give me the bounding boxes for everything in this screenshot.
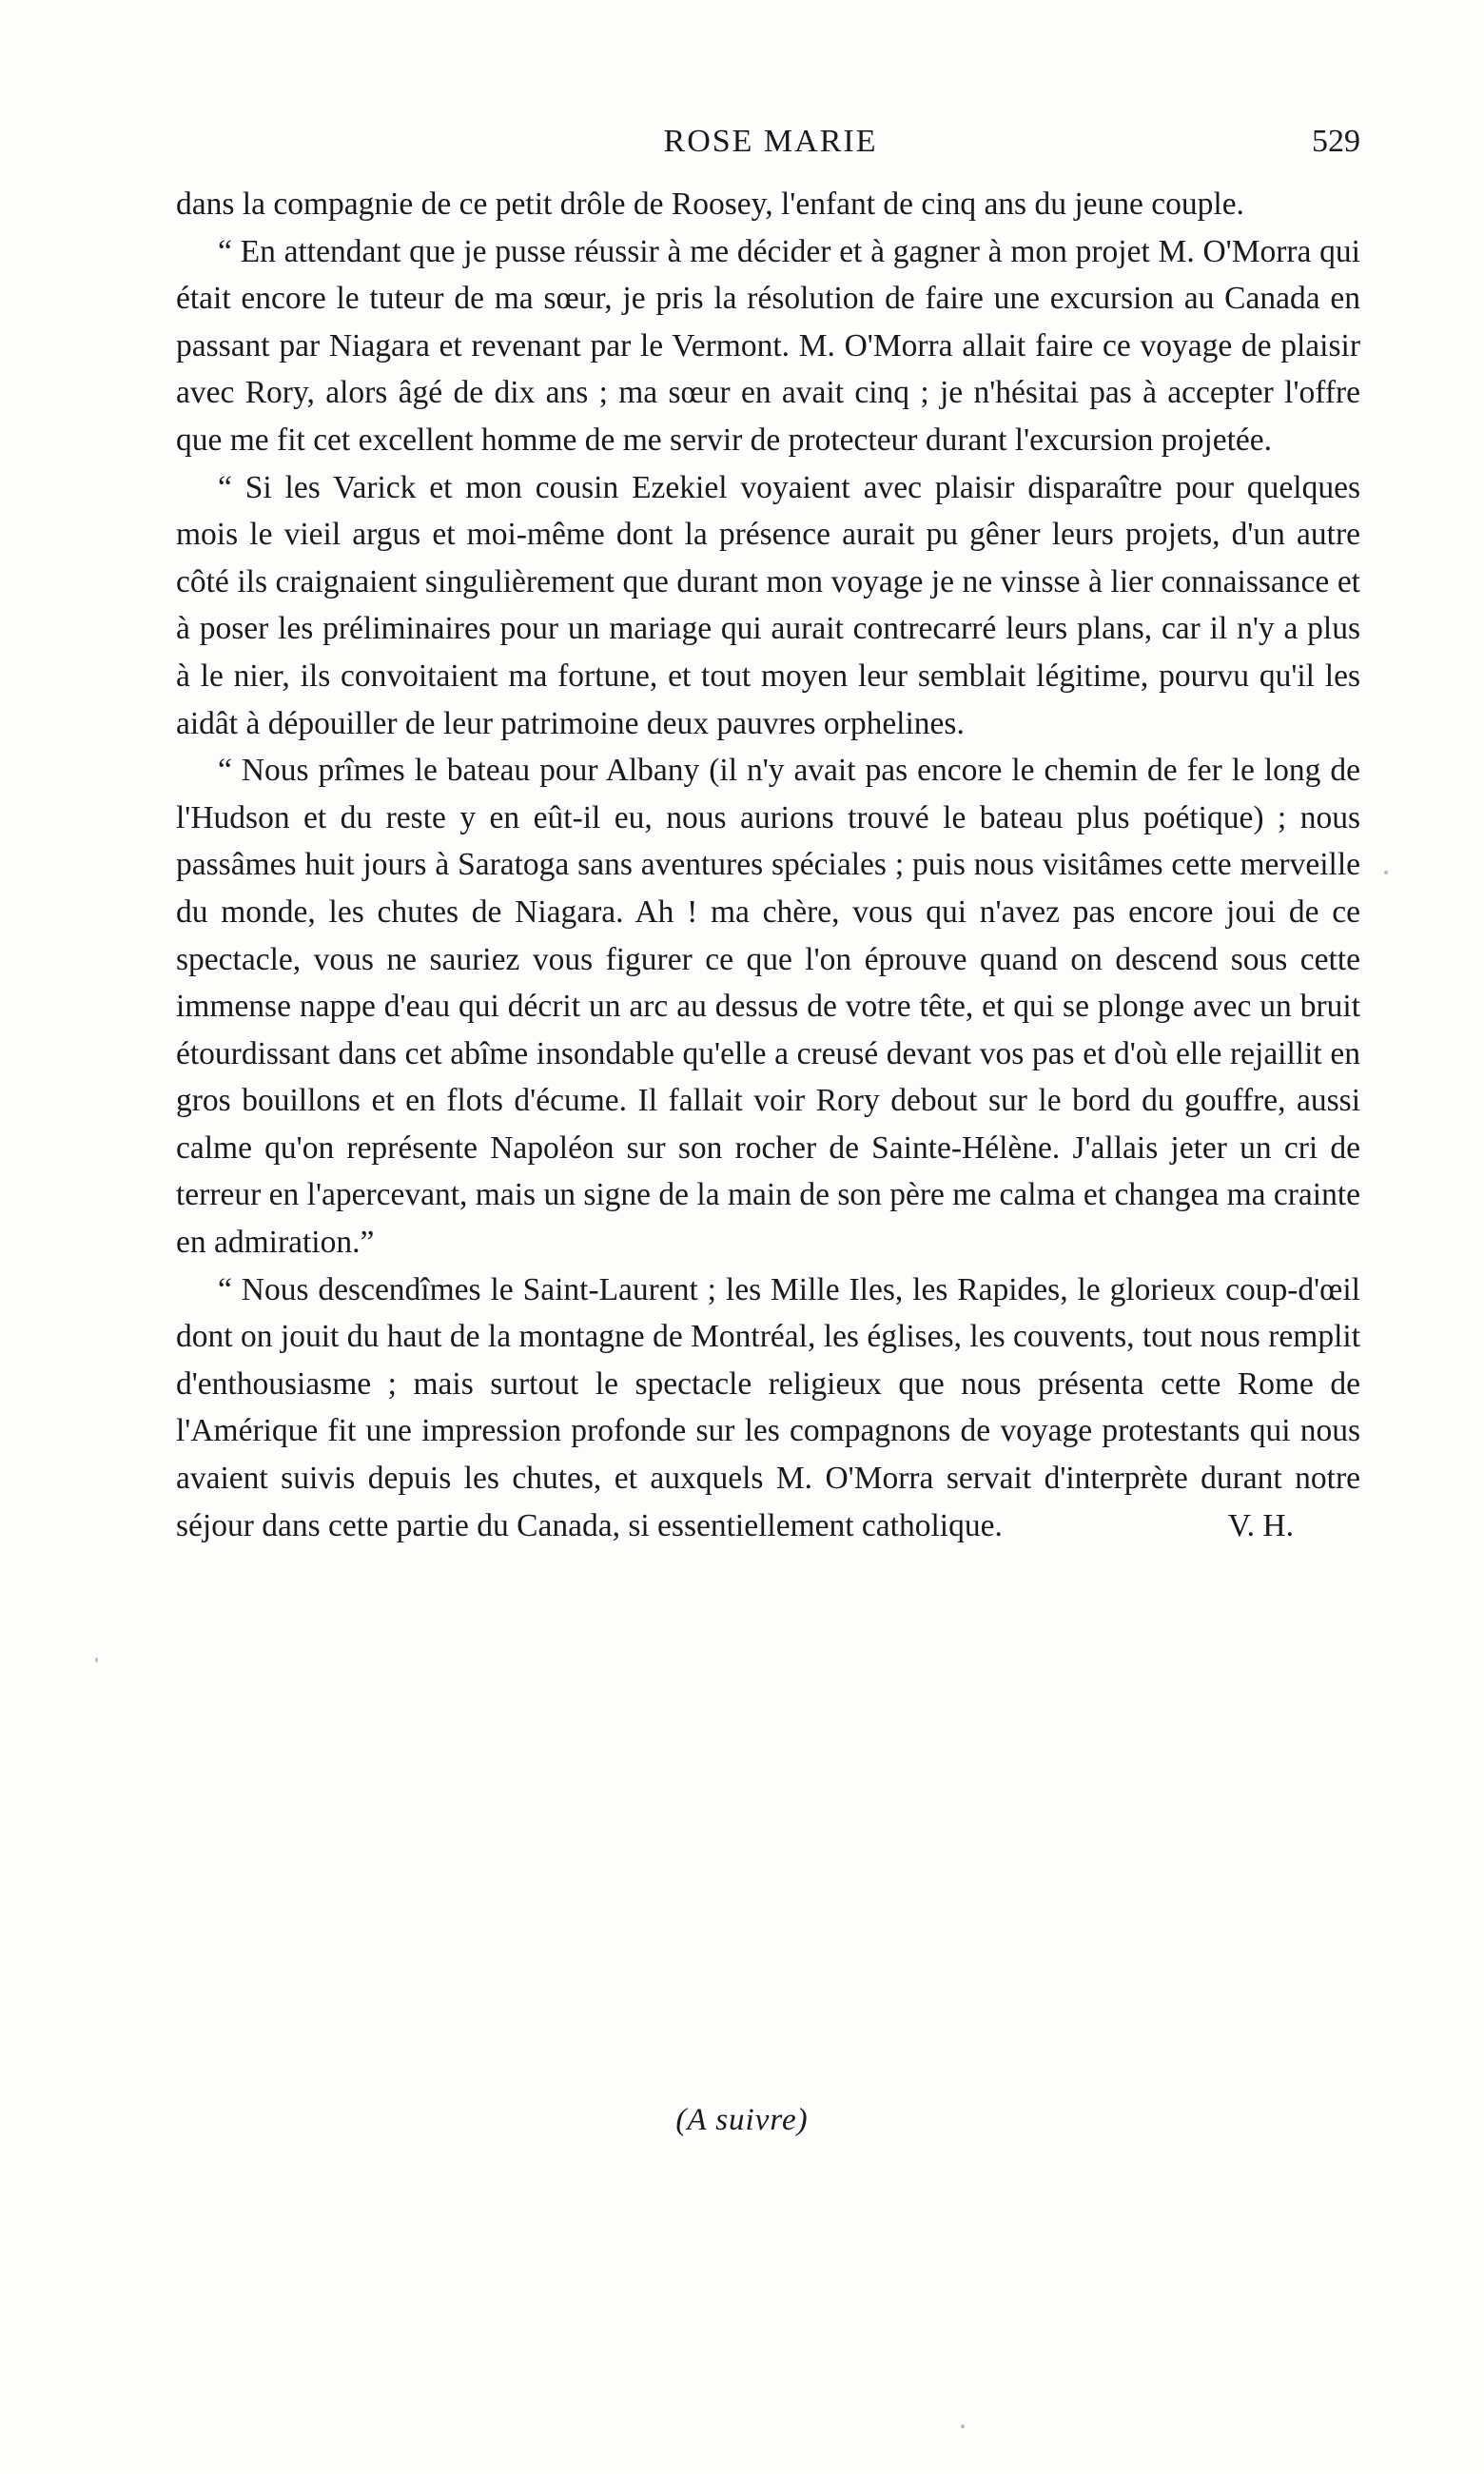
ink-speck	[1384, 871, 1388, 874]
body-text	[176, 181, 1360, 1549]
paragraph: “ Nous prîmes le bateau pour Albany (il n'y avait pas encore le chemin de fer le long de l'Hudson et du reste y en eût-il eu, nous aurions trouvé le bateau plus poétique) ; nous passâmes huit jours à Saratoga sans aventures spéciales ; puis nous visitâmes cette merveille du monde, les chutes de Niagara. Ah ! ma chère, vous qui n'avez pas encore joui de ce spectacle, vous ne sauriez vous figurer ce que l'on éprouve quand on descend sous cette immense nappe d'eau qui décrit un arc au dessus de votre tête, et qui se plonge avec un bruit étourdissant dans cet abîme insondable qu'elle a creusé devant vos pas et d'où elle rejaillit en gros bouillons et en flots d'écume. Il fallait voir Rory debout sur le bord du gouffre, aussi calme qu'on représente Napoléon sur son rocher de Sainte-Hélène. J'allais jeter un cri de terreur en l'apercevant, mais un signe de la main de son père me calma et changea ma crainte en admiration.”	[176, 753, 1360, 1261]
paragraph-last	[176, 1266, 1360, 1550]
paragraph: dans la compagnie de ce petit drôle de Roosey, l'enfant de cinq ans du jeune couple.	[176, 187, 1244, 222]
ink-speck	[961, 2425, 965, 2428]
ink-speck	[95, 1658, 98, 1662]
paragraph-last-text: “ Nous descendîmes le Saint-Laurent ; les Mille Iles, les Rapides, le glorieux coup-d'œil dont on jouit du haut de la montagne de Montréal, les églises, les couvents, tout nous remplit d'enthousiasme ; mais surtout le spectacle religieux que nous présenta cette Rome de l'Amérique fit une impression profonde sur les compagnons de voyage protestants qui nous avaient suivis depuis les chutes, et auxquels M. O'Morra servait d'interprète durant notre séjour dans cette partie du Canada, si essentiellement catholique.	[176, 1271, 1360, 1543]
continuation-note: (A suivre)	[675, 2103, 809, 2137]
paragraph: “ Si les Varick et mon cousin Ezekiel voyaient avec plaisir disparaître pour quelques mois le vieil argus et moi-même dont la présence aurait pu gêner leurs projets, d'un autre côté ils craignaient singulièrement que durant mon voyage je ne vinsse à lier connaissance et à poser les préliminaires pour un mariage qui aurait contrecarré leurs plans, car il n'y a plus à le nier, ils convoitaient ma fortune, et tout moyen leur semblait légitime, pourvu qu'il les aidât à dépouiller de leur patrimoine deux pauvres orphelines.	[176, 469, 1360, 741]
author-signature: V. H.	[1227, 1507, 1294, 1543]
running-head	[181, 124, 1360, 169]
page-title: ROSE MARIE	[663, 124, 878, 159]
paragraph: “ En attendant que je pusse réussir à me décider et à gagner à mon projet M. O'Morra qui était encore le tuteur de ma sœur, je pris la résolution de faire une excursion au Canada en passant par Niagara et revenant par le Vermont. M. O'Morra allait faire ce voyage de plaisir avec Rory, alors âgé de dix ans ; ma sœur en avait cinq ; je n'hésitai pas à accepter l'offre que me fit cet excellent homme de me servir de protecteur durant l'excursion projetée.	[176, 233, 1360, 458]
page-number: 529	[1312, 124, 1360, 159]
